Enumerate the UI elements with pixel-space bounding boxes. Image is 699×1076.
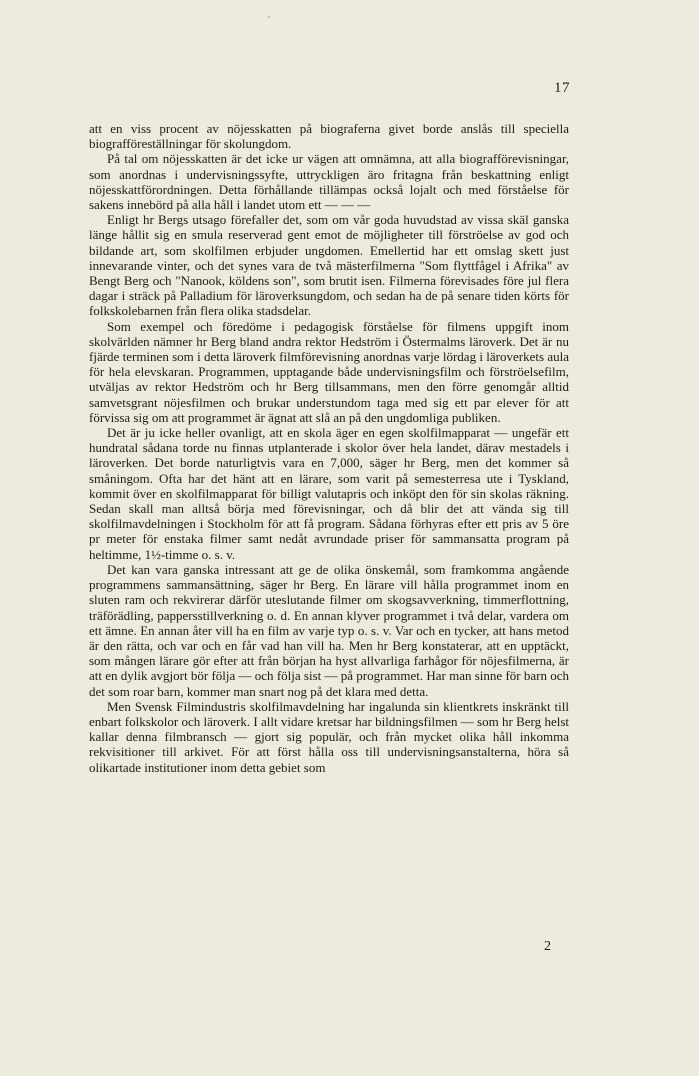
paragraph-3: Enligt hr Bergs utsago förefaller det, som om vår goda huvudstad av vissa skäl ganska länge hållit sig en smula reserverad gent emot de möjligheter till förströelse av god och bildande art, som skolfilmen erbjuder ungdomen. Emellertid har ett omslag skett just innevarande vinter, och det synes vara de två mästerfilmerna "Som flyttfågel i Afrika" av Bengt Berg och "Nanook, köldens son", som brutit isen. Filmerna förevisades före jul flera dagar i sträck på Palladium för läroverksungdom, och sedan ha de på senare tiden körts för folkskolebarnen från flera olika stadsdelar.	[89, 212, 569, 319]
signature-mark: 2	[544, 939, 551, 954]
paragraph-7: Men Svensk Filmindustris skolfilmavdelning har ingalunda sin klientkrets inskränkt till enbart folkskolor och läroverk. I allt vidare kretsar har bildningsfilmen — som hr Berg helst kallar denna filmbransch — gjort sig populär, och från mycket olika håll inkomma rekvisitioner till arkivet. För att först hålla oss till undervisningsanstalterna, höra så olikartade institutioner inom detta gebiet som	[89, 698, 569, 775]
body-text	[89, 121, 569, 775]
paragraph-1: att en viss procent av nöjesskatten på biograferna givet borde anslås till speciella biografföreställningar för skolungdom.	[89, 121, 569, 152]
paragraph-4: Som exempel och föredöme i pedagogisk förståelse för filmens uppgift inom skolvärlden nämner hr Berg bland andra rektor Hedström i Östermalms läroverk. Det är nu fjärde terminen som i detta läroverk filmförevisning anordnas varje lördag i läroverkets aula för hela elevskaran. Programmen, upptagande både undervisningsfilm och förströelsefilm, utväljas av rektor Hedström och hr Berg tillsammans, men den förre genomgår alltid samvetsgrant nöjesfilmen och brukar understundom taga med sig ett par elever för att förvissa sig om att programmet är ägnat att slå an på den ungdomliga publiken.	[89, 318, 569, 425]
paragraph-2: På tal om nöjesskatten är det icke ur vägen att omnämna, att alla biografförevisningar, som anordnas i undervisningssyfte, uttryckligen äro fritagna från beskattning enligt nöjesskattförordningen. Detta förhållande tillämpas också lojalt och med förståelse för sakens innebörd på alla håll i landet utom ett — — —	[89, 151, 569, 213]
page-number: 17	[554, 80, 570, 96]
paragraph-5: Det är ju icke heller ovanligt, att en skola äger en egen skolfilmapparat — ungefär ett hundratal sådana torde nu finnas utplanterade i skolor över hela landet, därav mestadels i läroverken. Det borde naturligtvis vara en 7,000, säger hr Berg, men det kommer så småningom. Ofta har det hänt att en lärare, som varit på semesterresa ute i Tyskland, kommit över en skolfilmapparat för billigt valutapris och inköpt den för sin skolas räkning. Sedan skall man alltså börja med förevisningar, och då blir det att vända sig till skolfilmavdelningen i Stockholm för att få program. Sådana förhyras efter ett pris av 5 öre pr meter för enstaka filmer samt nedåt avrundade priser för sammansatta program på heltimme, 1½-timme o. s. v.	[89, 425, 569, 562]
paragraph-6: Det kan vara ganska intressant att ge de olika önskemål, som framkomma angående programmens sammansättning, säger hr Berg. En lärare vill hålla programmet inom en sluten ram och rekvirerar därför uteslutande filmer om skogsavverkning, timmerflottning, träförädling, pappersstillverkning o. d. En annan klyver programmet i två delar, vardera om ett ämne. En annan åter vill ha en film av varje typ o. s. v. Var och en tycker, att hans metod är den rätta, och var och en får vad han vill ha. Men hr Berg konstaterar, att en upptäckt, som mången lärare gör efter att från början ha hyst allvarliga farhågor för nöjesfilmerna, är att en dylik avgjort bör följa — och följa sist — på programmet. Har man sinne för barn och det som roar barn, kommer man snart nog på det klara med detta.	[89, 561, 569, 699]
paper-speck	[268, 16, 270, 18]
